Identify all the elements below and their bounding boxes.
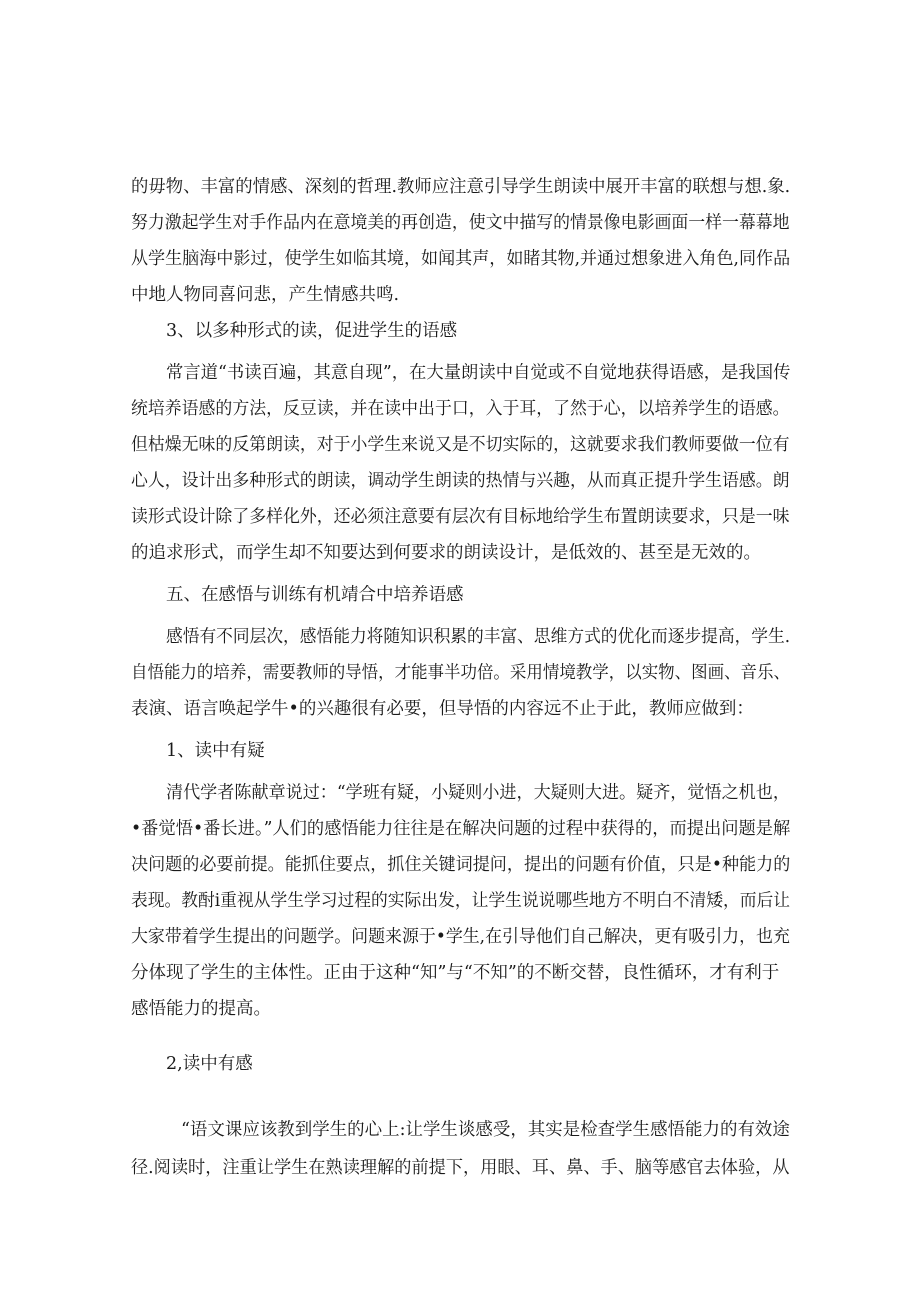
text-line: 常言道“书读百遍，其意自现”，在大量朗读中自觉或不自觉地获得语感，是我国传 xyxy=(166,363,791,383)
section-heading: 五、在感悟与训练有机靖合中培养语感 xyxy=(166,585,464,605)
text-line: 自悟能力的培养，需要教师的导悟，才能事半功倍。采用情境教学，以实物、图画、音乐、 xyxy=(131,663,790,683)
text-line: 从学生脑海中影过，使学生如临其境，如闻其声，如睹其物,并通过想象进入角色,同作品 xyxy=(131,249,791,269)
text-line: 读形式设计除了多样化外，还必须注意要有层次有目标地给学生布置朗读要求，只是一味 xyxy=(131,507,790,527)
text-line: 感悟能力的提高。 xyxy=(131,999,271,1019)
text-line: 但枯燥无味的反第朗读，对于小学生来说又是不切实际的，这就要求我们教师要做一位有 xyxy=(131,435,790,455)
section-heading: 3、以多种形式的读，促进学生的语感 xyxy=(166,321,458,341)
text-line: 表演、语言唤起学牛•的兴趣很有必要，但导悟的内容远不止于此，教师应做到： xyxy=(131,699,754,719)
text-line: 中地人物同喜问悲，产生情感共鸣. xyxy=(131,285,400,305)
text-line: “语文课应该教到学生的心上:让学生谈感受，其实是检查学生感悟能力的有效途 xyxy=(181,1120,790,1140)
text-line: 心人，设计出多种形式的朗读，调动学生朗读的热情与兴趣，从而真正提升学生语感。朗 xyxy=(131,471,790,491)
text-line: •番觉悟•番长进。”人们的感悟能力往往是在解决问题的过程中获得的，而提出问题是解 xyxy=(131,819,791,839)
text-line: 统培养语感的方法，反豆读，并在读中出于口，入于耳，了然于心，以培养学生的语感。 xyxy=(131,399,790,419)
text-line: 感悟有不同层次，感悟能力将随知识积累的丰富、思维方式的优化而逐步提高，学生. xyxy=(166,627,791,647)
text-line: 径.阅读时，注重让学生在熟读理解的前提下，用眼、耳、鼻、手、脑等感官去体验，从 xyxy=(131,1158,790,1178)
text-line: 清代学者陈献章说过：“学班有疑，小疑则小进，大疑则大进。疑齐，觉悟之机也， xyxy=(166,783,790,803)
text-line: 表现。教酎i重视从学生学习过程的实际出发，让学生说说哪些地方不明白不清矮，而后让 xyxy=(131,891,791,911)
section-heading: 1、读中有疑 xyxy=(166,741,265,761)
text-line: 的毋物、丰富的情感、深刻的哲理.教师应注意引导学生朗读中展开丰富的联想与想.象. xyxy=(131,177,791,197)
text-line: 决问题的必要前提。能抓住要点，抓住关键词提问，提出的问题有价值，只是•种能力的 xyxy=(131,855,791,875)
section-heading: 2,读中有感 xyxy=(166,1054,253,1074)
text-line: 分体现了学生的主体性。正由于这种“知”与“不知”的不断交替，良性循环，才有利于 xyxy=(131,963,780,983)
text-line: 大家带着学生提出的问题学。问题来源于•学生,在引导他们自己解决，更有吸引力，也充 xyxy=(131,927,790,947)
text-line: 的追求形式，而学生却不知要达到何要求的朗读设计，是低效的、甚至是无效的。 xyxy=(131,543,761,563)
text-line: 努力激起学生对手作品内在意境美的再创造，使文中描写的情景像电影画面一样一幕幕地 xyxy=(131,213,790,233)
